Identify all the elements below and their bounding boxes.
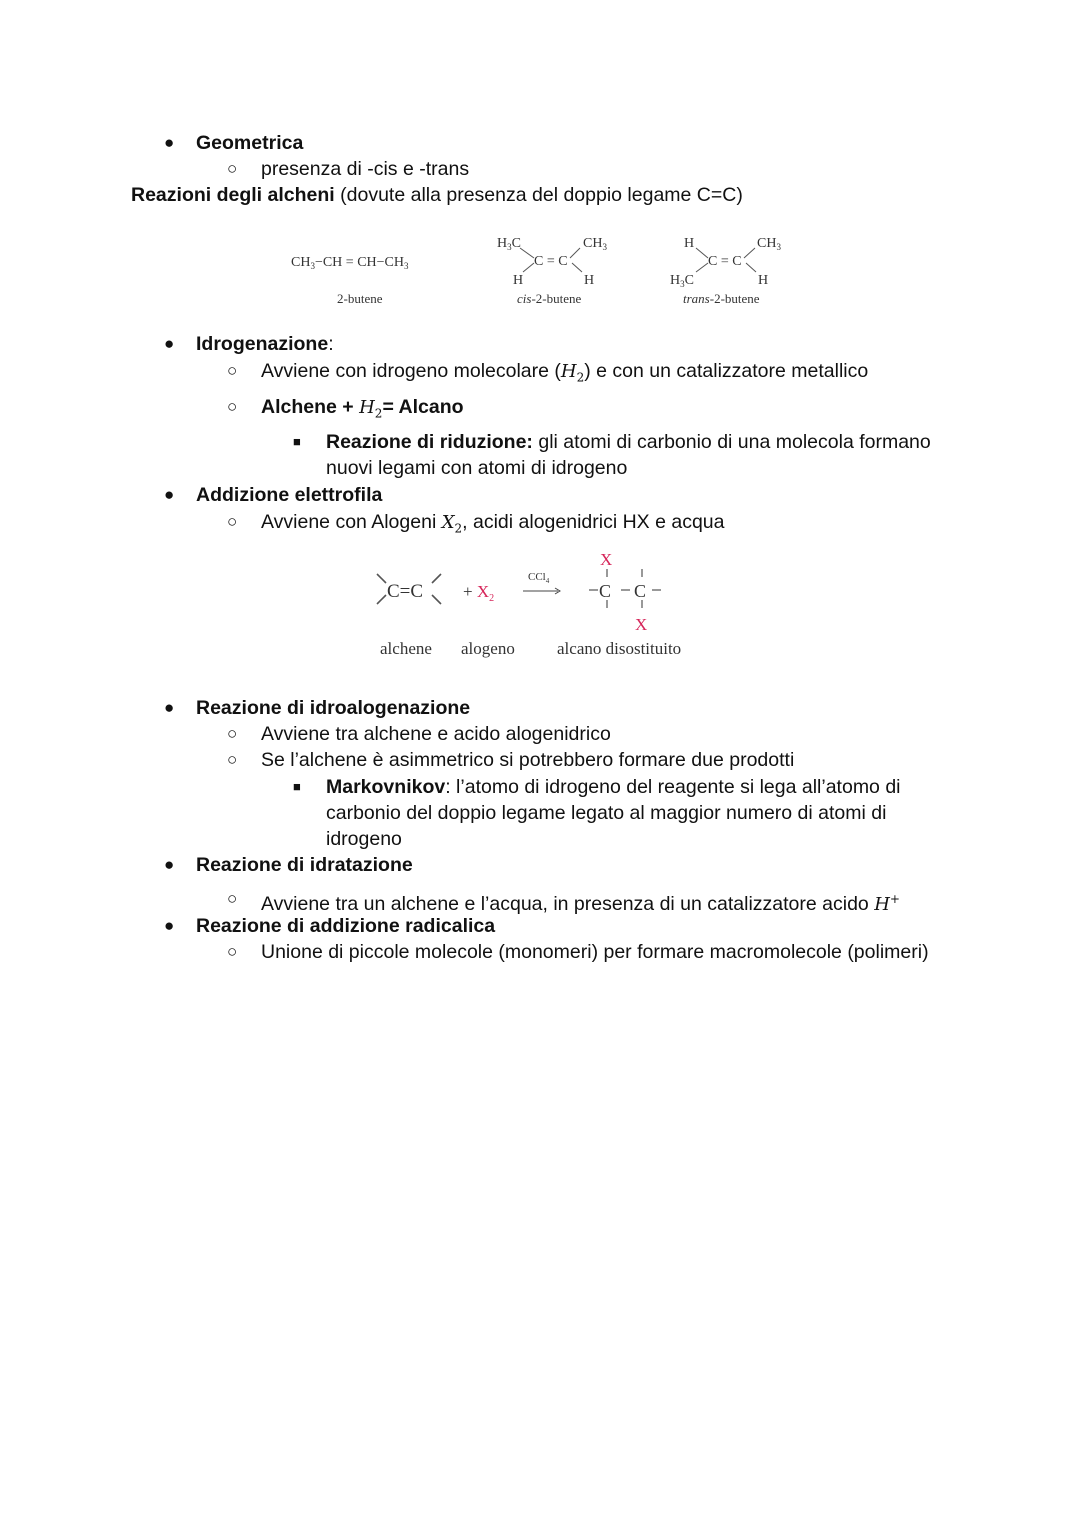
markovnikov-line3: idrogeno bbox=[326, 828, 402, 850]
trans-name: trans-2-butene bbox=[683, 291, 760, 306]
idratazione-item: Avviene tra un alchene e l’acqua, in presenza di un catalizzatore acido H+ bbox=[261, 892, 900, 915]
markovnikov-line1: Markovnikov: l’atomo di idrogeno del reagente si lega all’atomo di bbox=[326, 776, 901, 798]
section-title-idratazione: Reazione di idratazione bbox=[196, 854, 413, 876]
product-c-left: C bbox=[599, 581, 612, 601]
bullet-square: ■ bbox=[293, 779, 301, 794]
product-x-bottom: X bbox=[635, 615, 648, 634]
reazioni-heading-rest: (dovute alla presenza del doppio legame C=C) bbox=[334, 184, 743, 206]
trans-cc: C = C bbox=[708, 254, 742, 269]
section-title-addizione: Addizione elettrofila bbox=[196, 484, 383, 506]
trans-h3c: $H_3C$ bbox=[670, 273, 694, 289]
bullet-dot: ● bbox=[164, 133, 175, 152]
idroalogenazione-item1: Avviene tra alchene e acido alogenidrico bbox=[261, 723, 611, 745]
cis-cc: C = C bbox=[534, 254, 568, 269]
butene-formula: $CH_3-CH = CH-CH_3$ bbox=[291, 255, 409, 271]
bullet-circle: ○ bbox=[227, 397, 238, 416]
idrogenazione-item2: Alchene + $H_2=$ Alcano bbox=[261, 396, 464, 421]
radicalica-item: Unione di piccole molecole (monomeri) per formare macromolecole (polimeri) bbox=[261, 941, 929, 963]
section-title-idrogenazione: Idrogenazione: bbox=[196, 333, 334, 355]
bullet-dot: ● bbox=[164, 855, 175, 874]
halogen-reagent: + $X_2$ bbox=[463, 582, 495, 604]
geometrica-item: presenza di -cis e -trans bbox=[261, 158, 470, 180]
trans-ch3: $CH_3$ bbox=[757, 236, 781, 252]
cis-ch3: $CH_3$ bbox=[583, 236, 607, 252]
trans-h-bottom: H bbox=[758, 273, 769, 288]
bullet-dot: ● bbox=[164, 698, 175, 717]
riduzione-line2: nuovi legami con atomi di idrogeno bbox=[326, 457, 628, 479]
product-x-top: X bbox=[600, 550, 613, 569]
markovnikov-line2: carbonio del doppio legame legato al maggior numero di atomi di bbox=[326, 802, 887, 824]
reazioni-heading-bold: Reazioni degli alcheni bbox=[131, 184, 335, 206]
butene-name: 2-butene bbox=[337, 291, 383, 306]
product-c-right: C bbox=[634, 581, 647, 601]
catalyst-label: CCl$_4$ bbox=[528, 571, 550, 585]
label-halogen: alogeno bbox=[461, 639, 515, 658]
reazioni-heading bbox=[131, 183, 743, 207]
label-alkene: alchene bbox=[380, 639, 432, 658]
addizione-item: Avviene con Alogeni $X_2$, acidi alogenidrici HX e acqua bbox=[261, 511, 725, 536]
section-title-idroalogenazione: Reazione di idroalogenazione bbox=[196, 697, 471, 719]
section-title-radicalica: Reazione di addizione radicalica bbox=[196, 915, 496, 937]
bullet-circle: ○ bbox=[227, 942, 238, 961]
addition-reaction-figure bbox=[370, 548, 720, 664]
cis-name: cis-2-butene bbox=[517, 291, 582, 306]
butene-isomers-figure bbox=[280, 228, 800, 312]
cis-h3c: $H_3C$ bbox=[497, 236, 521, 252]
bullet-circle: ○ bbox=[227, 159, 238, 178]
trans-h-top: H bbox=[684, 236, 695, 251]
idroalogenazione-item2: Se l’alchene è asimmetrico si potrebbero formare due prodotti bbox=[261, 749, 795, 771]
idrogenazione-item1: Avviene con idrogeno molecolare $(H_2)$ e con un catalizzatore metallico bbox=[261, 360, 869, 385]
bullet-circle: ○ bbox=[227, 361, 238, 380]
bullet-circle: ○ bbox=[227, 750, 238, 769]
label-product: alcano disostituito bbox=[557, 639, 682, 658]
bullet-circle: ○ bbox=[227, 724, 238, 743]
bullet-square: ■ bbox=[293, 434, 301, 449]
cis-h-right: H bbox=[584, 273, 595, 288]
bullet-dot: ● bbox=[164, 916, 175, 935]
bullet-circle: ○ bbox=[227, 512, 238, 531]
bullet-circle: ○ bbox=[227, 889, 238, 908]
section-title-geometrica: Geometrica bbox=[196, 132, 304, 154]
alkene-formula: C=C bbox=[387, 581, 424, 602]
cis-h-left: H bbox=[513, 273, 524, 288]
bullet-dot: ● bbox=[164, 485, 175, 504]
riduzione-line1: Reazione di riduzione: gli atomi di carbonio di una molecola formano bbox=[326, 431, 931, 453]
bullet-dot: ● bbox=[164, 334, 175, 353]
